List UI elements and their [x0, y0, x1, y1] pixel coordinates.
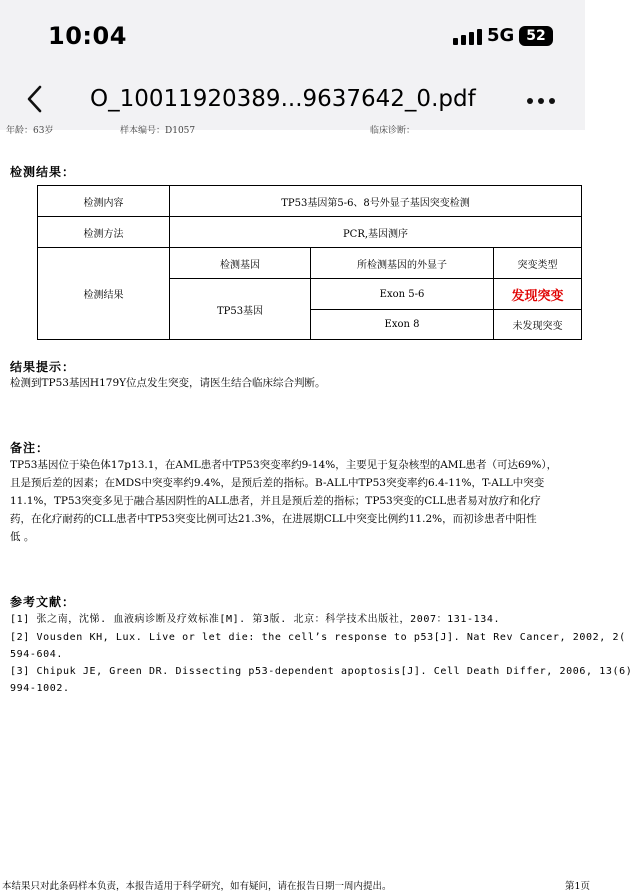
mutation-found-cell: 发现突变 — [494, 279, 582, 310]
ref-line: [3] Chipuk JE, Green DR. Dissecting p53-dependent apoptosis[J]. Cell Death Differ, 2006, 13(6) — [10, 666, 632, 677]
nav-bar — [0, 70, 585, 130]
more-dots-icon[interactable] — [527, 98, 555, 104]
cut-header-sample: 样本编号：D1057 — [120, 126, 196, 136]
notes-line: 药，在化疗耐药的CLL患者中TP53突变比例可达21.3%，在进展期CLL中突变比例约11.2%，而初诊患者中阳性 — [10, 513, 537, 525]
page-number: 第1页 — [565, 881, 591, 892]
notes-line: 11.1%，TP53突变多见于融合基因阴性的ALL患者，并且是预后差的指标；TP53突变的CLL患者易对放疗和化疗 — [10, 495, 541, 507]
hint-heading: 结果提示： — [10, 360, 76, 374]
content-label: 检测内容 — [38, 186, 170, 217]
ref-line: 594-604. — [10, 649, 63, 660]
refs-heading: 参考文献： — [10, 595, 76, 609]
notes-line: TP53基因位于染色体17p13.1，在AML患者中TP53突变率约9-14%，主要见于复杂核型的AML患者（可达69%）， — [10, 459, 558, 471]
notes-heading: 备注： — [10, 441, 50, 455]
document-title: O_10011920389...9637642_0.pdf — [90, 86, 476, 112]
ref-line: 994-1002. — [10, 683, 70, 694]
exon-cell: Exon 5-6 — [311, 279, 494, 310]
method-label: 检测方法 — [38, 217, 170, 248]
exon-cell: Exon 8 — [311, 310, 494, 340]
hint-text: 检测到TP53基因H179Y位点发生突变，请医生结合临床综合判断。 — [10, 377, 326, 389]
col-gene-header: 检测基因 — [170, 248, 311, 279]
ref-line: [2] Vousden KH, Lux. Live or let die: the cell’s response to p53[J]. Nat Rev Cancer, 2002, 2( — [10, 632, 626, 643]
cut-header-diagnosis: 临床诊断： — [370, 126, 416, 136]
status-time: 10:04 — [48, 22, 127, 50]
back-chevron-icon[interactable] — [22, 82, 52, 116]
mutation-type-cell: 未发现突变 — [494, 310, 582, 340]
status-bar — [0, 0, 585, 70]
content-value: TP53基因第5-6、8号外显子基因突变检测 — [170, 186, 582, 217]
footer-disclaimer: 本结果只对此条码样本负责，本报告适用于科学研究，如有疑问，请在报告日期一周内提出。 — [2, 881, 392, 892]
method-value: PCR,基因测序 — [170, 217, 582, 248]
pdf-page[interactable] — [0, 126, 632, 895]
notes-line: 低 。 — [10, 531, 35, 543]
cut-off-header — [0, 128, 585, 136]
battery-icon: 52 — [519, 26, 553, 46]
cut-header-age: 年龄：63岁 — [6, 126, 54, 136]
results-heading: 检测结果： — [10, 165, 76, 179]
signal-icon — [453, 29, 482, 45]
results-table — [37, 185, 582, 340]
result-label: 检测结果 — [38, 248, 170, 340]
ref-line: [1] 张之南，沈悌. 血液病诊断及疗效标准[M]. 第3版. 北京：科学技术出版社，2007：131-134. — [10, 614, 501, 625]
network-type: 5G — [487, 25, 515, 46]
col-type-header: 突变类型 — [494, 248, 582, 279]
col-exon-header: 所检测基因的外显子 — [311, 248, 494, 279]
gene-cell: TP53基因 — [170, 279, 311, 340]
notes-line: 且是预后差的因素；在MDS中突变率约9.4%，是预后差的指标。B-ALL中TP53突变率约6.4-11%，T-ALL中突变 — [10, 477, 545, 489]
